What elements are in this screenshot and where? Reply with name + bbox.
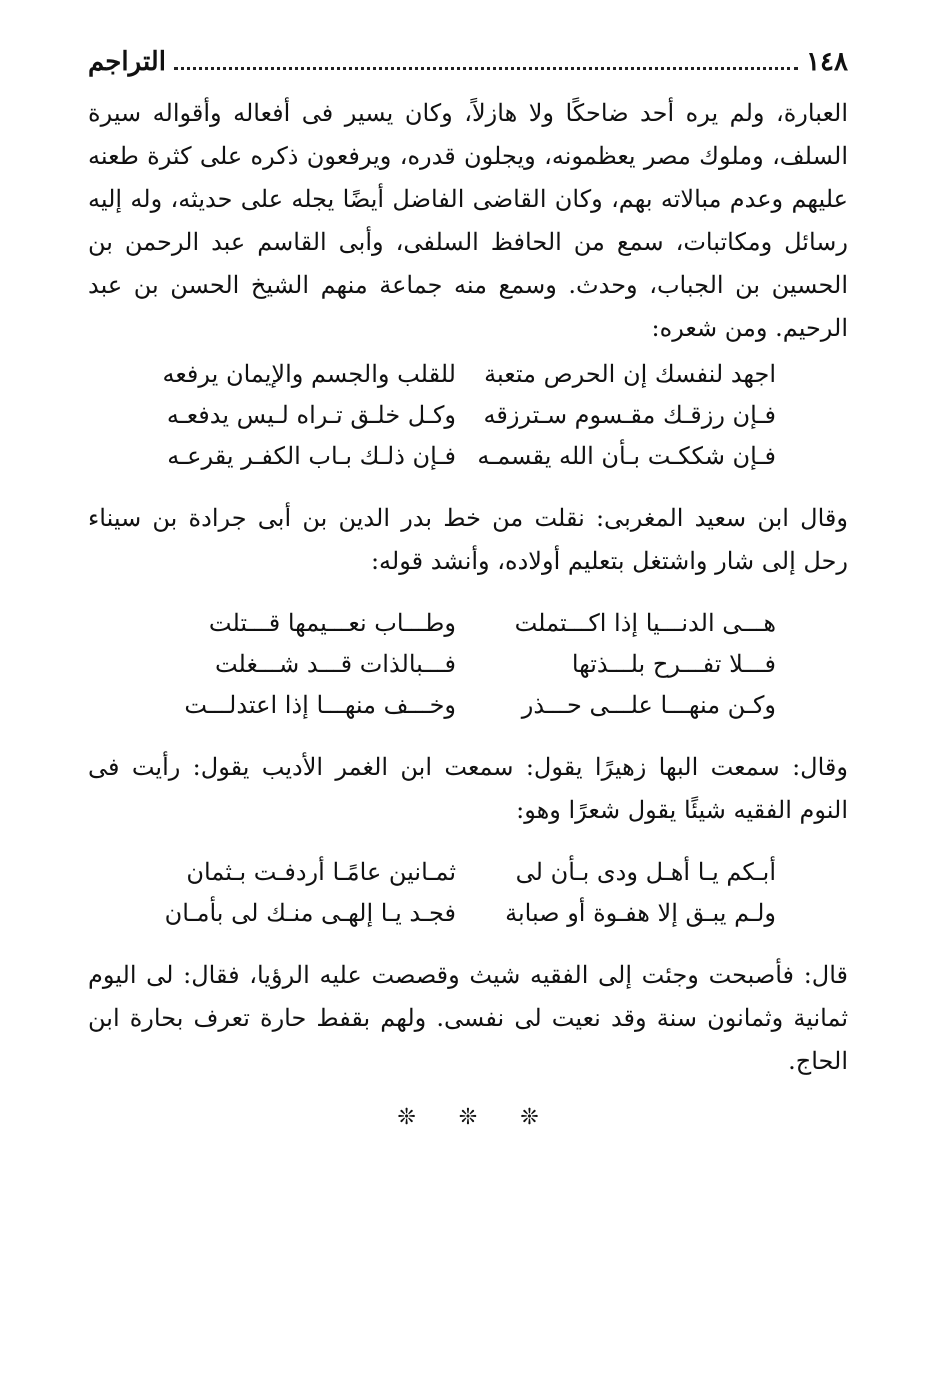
verse-line xyxy=(156,436,776,477)
verse-first-hemistich: أبـكم يـا أهـل ودى بـأن لى xyxy=(515,858,776,886)
verse-second-hemistich: وخـــف منهـــا إذا اعتدلـــت xyxy=(184,691,456,719)
verse-first-hemistich: هـــى الدنـــيا إذا اكـــتملت xyxy=(514,609,776,637)
page-number: ١٤٨ xyxy=(806,47,848,77)
poem-2 xyxy=(156,603,848,726)
verse-line xyxy=(156,685,776,726)
verse-line xyxy=(156,893,776,934)
verse-first-hemistich: فـإن رزقـك مقـسوم سـترزقه xyxy=(483,401,776,429)
dotted-leader xyxy=(174,67,798,70)
verse-first-hemistich: فـإن شككـت بـأن الله يقسمـه xyxy=(477,442,776,470)
page-body xyxy=(88,92,848,1130)
verse-line xyxy=(156,603,776,644)
verse-second-hemistich: للقلب والجسم والإيمان يرفعه xyxy=(162,360,456,388)
verse-second-hemistich: وطـــاب نعـــيمها قـــتلت xyxy=(208,609,456,637)
poem-3 xyxy=(156,852,848,934)
verse-first-hemistich: اجهد لنفسك إن الحرص متعبة xyxy=(484,360,776,388)
verse-second-hemistich: فـإن ذلـك بـاب الكفـر يقرعـه xyxy=(167,442,456,470)
verse-second-hemistich: فـــبالذات قـــد شـــغلت xyxy=(214,650,456,678)
paragraph-1: العبارة، ولم يره أحد ضاحكًا ولا هازلاً، وكان يسير فى أفعاله وأقواله سيرة السلف، وملوك مصر يعظمونه، ويجلون قدره، ويرفعون ذكره على كثرة طعنه عليهم وعدم مبالاته بهم، وكان القاضى الفاضل أيضًا يجله على حديثه، وله إليه رسائل ومكاتبات، سمع من الحافظ السلفى، وأبى القاسم عبد الرحمن بن الحسين بن الجباب، وحدث. وسمع منه جماعة منهم الشيخ الحسن بن عبد الرحيم. ومن شعره: xyxy=(88,99,848,342)
verse-first-hemistich: ولـم يبـق إلا هفـوة أو صبابة xyxy=(505,899,776,927)
paragraph-3: وقال: سمعت البها زهيرًا يقول: سمعت ابن الغمر الأديب يقول: رأيت فى النوم الفقيه شيئًا يقول شعرًا وهو: xyxy=(88,753,848,824)
verse-line xyxy=(156,852,776,893)
verse-first-hemistich: وكـن منهـــا علـــى حـــذر xyxy=(521,691,776,719)
verse-line xyxy=(156,354,776,395)
running-title: التراجم xyxy=(88,47,166,77)
verse-second-hemistich: وكـل خلـق تـراه لـيس يدفعـه xyxy=(166,401,456,429)
verse-line xyxy=(156,395,776,436)
section-end-ornament: ❊ ❊ ❊ xyxy=(397,1105,557,1130)
poem-1 xyxy=(156,354,848,477)
verse-second-hemistich: فجـد يـا إلهـى منـك لى بأمـان xyxy=(164,899,456,927)
verse-line xyxy=(156,644,776,685)
verse-second-hemistich: ثمـانين عامًـا أردفـت بـثمان xyxy=(186,858,456,886)
page-header xyxy=(88,40,848,84)
paragraph-2: وقال ابن سعيد المغربى: نقلت من خط بدر الدين بن أبى جرادة بن سيناء رحل إلى شار واشتغل بتعليم أولاده، وأنشد قوله: xyxy=(88,504,848,575)
verse-first-hemistich: فـــلا تفـــرح بلـــذتها xyxy=(571,650,776,678)
paragraph-4: قال: فأصبحت وجئت إلى الفقيه شيث وقصصت عليه الرؤيا، فقال: لى اليوم ثمانية وثمانون سنة وقد نعيت لى نفسى. ولهم بقفط حارة تعرف بحارة ابن الحاج. xyxy=(88,961,848,1075)
